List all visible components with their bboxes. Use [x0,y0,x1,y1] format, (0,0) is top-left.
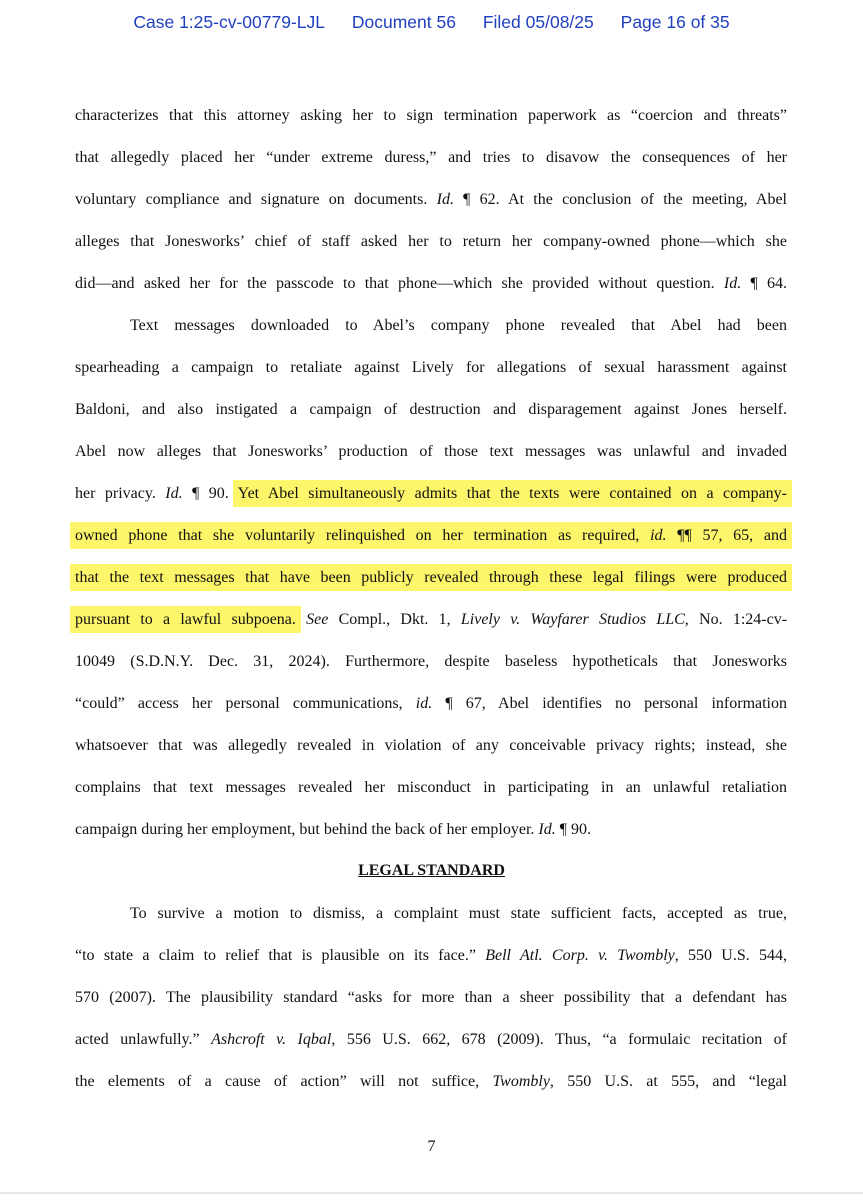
citation-id: Id. [538,821,556,838]
text-run: that allegedly placed her “under extreme duress,” and tries to disavow the consequences of her [75,149,787,166]
text-run: ¶ 67, Abel identifies no personal information [432,695,788,712]
text-run: spearheading a campaign to retaliate against Lively for allegations of sexual harassment against [75,359,787,376]
highlighted-text: that the text messages that have been publicly revealed through these legal filings were produced [75,569,787,586]
text-line [75,272,787,296]
citation-id: Id. [436,191,454,208]
text-run: the elements of a cause of action” will not suffice, [75,1073,493,1090]
section-heading: LEGAL STANDARD [358,862,505,879]
text-line [75,776,787,800]
text-line [75,440,787,464]
citation-id: Id. [723,275,742,292]
text-run: , 556 U.S. 662, 678 (2009). Thus, “a formulaic recitation of [331,1031,788,1048]
text-run: acted unlawfully.” [75,1031,212,1048]
text-run: , 550 U.S. at 555, and “legal [549,1073,787,1090]
page-bottom-edge [0,1192,863,1194]
text-run: alleges that Jonesworks’ chief of staff asked her to return her company-owned phone—which she [75,233,787,250]
highlighted-text: Yet Abel simultaneously admits that the texts were contained on a company- [237,485,787,502]
text-line [75,146,787,170]
text-line [75,482,787,506]
text-line [75,398,787,422]
text-run: Compl., Dkt. 1, [328,611,461,628]
filed-date: Filed 05/08/25 [482,12,594,32]
highlighted-text [75,527,787,544]
text-line [75,608,787,632]
text-run: , 550 U.S. 544, [674,947,788,964]
text-run: owned phone that she voluntarily relinquished on her termination as required, [75,527,651,544]
text-run: 570 (2007). The plausibility standard “asks for more than a sheer possibility that a defendant has [75,989,787,1006]
text-run: “could” access her personal communications, [75,695,416,712]
text-run: her privacy. [75,485,166,502]
citation-id: id. [650,527,667,544]
text-run: characterizes that this attorney asking her to sign termination paperwork as “coercion and threats” [75,107,787,124]
text-line [75,1070,787,1094]
text-line [75,734,787,758]
text-run: Text messages downloaded to Abel’s company phone revealed that Abel had been [130,317,787,334]
text-run: ¶¶ 57, 65, and [666,527,787,544]
text-line [75,944,787,968]
highlighted-text: pursuant to a lawful subpoena. [75,611,296,628]
text-line [75,1028,787,1052]
text-line [130,314,787,338]
text-line [75,692,787,716]
text-line [75,524,787,548]
text-line [130,902,787,926]
signal-see: See [306,611,329,628]
text-run: ¶ 64. [741,275,787,292]
case-name: Twombly [492,1073,550,1090]
citation-id: Id. [165,485,183,502]
text-run: ¶ 62. At the conclusion of the meeting, Abel [453,191,787,208]
case-name: Ashcroft v. Iqbal [211,1031,332,1048]
text-run: 10049 (S.D.N.Y. Dec. 31, 2024). Furthermore, despite baseless hypotheticals that Jonesworks [75,653,787,670]
case-number: Case 1:25-cv-00779-LJL [133,12,325,32]
text-run: Baldoni, and also instigated a campaign of destruction and disparagement against Jones herself. [75,401,787,418]
text-line [75,104,787,128]
citation-id: id. [415,695,433,712]
document-number: Document 56 [351,12,456,32]
text-line [75,650,787,674]
text-run: whatsoever that was allegedly revealed in violation of any conceivable privacy rights; instead, she [75,737,787,754]
text-run: campaign during her employment, but behind the back of her employer. [75,821,539,838]
text-run: , No. 1:24-cv- [684,611,788,628]
text-line [75,986,787,1010]
text-line [75,356,787,380]
case-name: Lively v. Wayfarer Studios LLC [460,611,685,628]
text-run: Abel now alleges that Jonesworks’ production of those text messages was unlawful and invaded [75,443,787,460]
ecf-header [0,12,863,33]
text-run: “to state a claim to relief that is plausible on its face.” [75,947,486,964]
text-run: ¶ 90. [555,821,591,838]
text-run: voluntary compliance and signature on documents. [75,191,437,208]
text-run: ¶ 90. [182,485,238,502]
text-line [75,230,787,254]
text-line [75,818,787,842]
text-run: To survive a motion to dismiss, a complaint must state sufficient facts, accepted as true, [130,905,787,922]
text-line [75,188,787,212]
text-run: complains that text messages revealed her misconduct in participating in an unlawful retaliation [75,779,787,796]
case-name: Bell Atl. Corp. v. Twombly [485,947,675,964]
page-number: 7 [427,1138,436,1155]
text-line [75,566,787,590]
page-indicator: Page 16 of 35 [620,12,730,32]
text-run: did—and asked her for the passcode to that phone—which she provided without question. [75,275,724,292]
